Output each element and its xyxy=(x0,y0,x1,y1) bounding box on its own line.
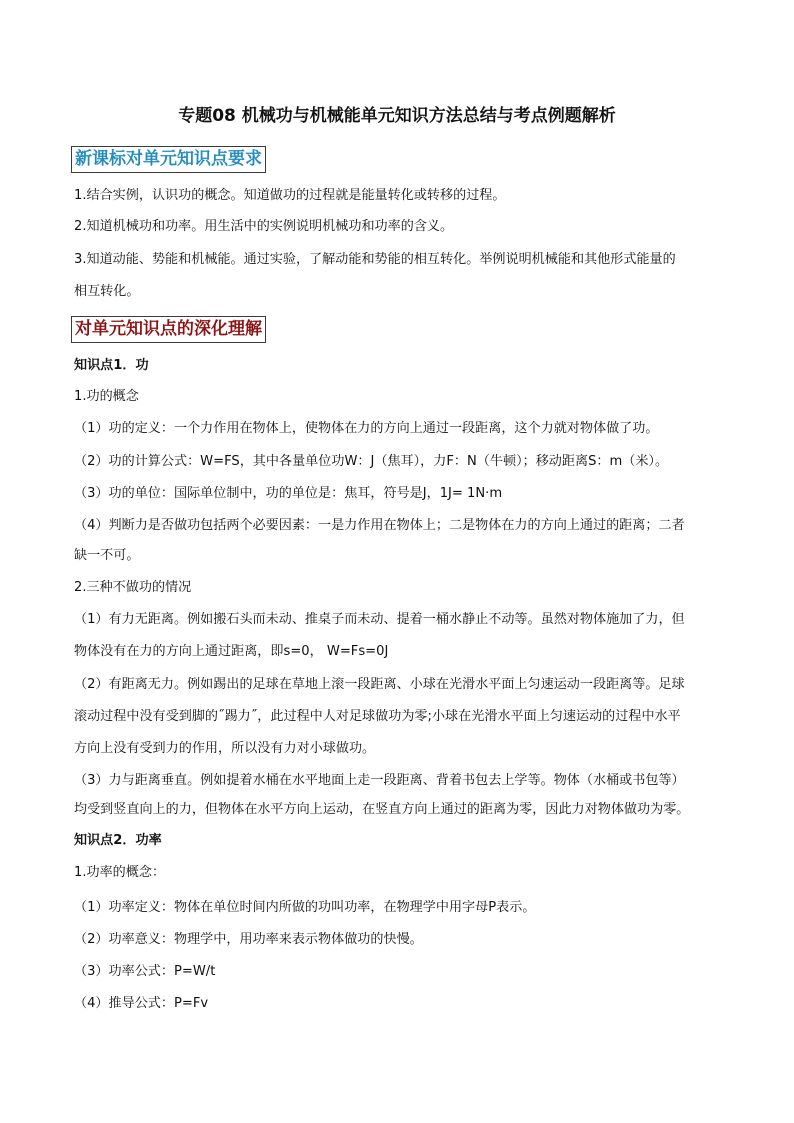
section-heading-understanding: 对单元知识点的深化理解 xyxy=(71,316,266,343)
body-line: （4）推导公式：P=Fv xyxy=(74,996,209,1011)
page-title: 专题08 机械功与机械能单元知识方法总结与考点例题解析 xyxy=(178,106,616,126)
requirement-item: 2.知道机械功和功率。用生活中的实例说明机械功和功率的含义。 xyxy=(74,219,454,234)
requirement-item: 相互转化。 xyxy=(74,284,140,299)
body-line: （2）功率意义：物理学中，用功率来表示物体做功的快慢。 xyxy=(74,932,423,947)
section-heading-requirements: 新课标对单元知识点要求 xyxy=(71,146,266,173)
subsection-heading: 2.三种不做功的情况 xyxy=(74,580,192,595)
body-line: 滚动过程中没有受到脚的˝踢力˝，此过程中人对足球做功为零;小球在光滑水平面上匀速运动的过程中水平 xyxy=(74,709,681,724)
body-line: 方向上没有受到力的作用，所以没有力对小球做功。 xyxy=(74,741,376,756)
subsection-heading: 1.功的概念 xyxy=(74,389,139,404)
body-line: （1）有力无距离。例如搬石头而未动、推桌子而未动、提着一桶水静止不动等。虽然对物体施加了力，但 xyxy=(74,612,685,627)
body-line: 物体没有在力的方向上通过距离，即s=0， W=Fs=0J xyxy=(74,644,389,659)
body-line: （4）判断力是否做功包括两个必要因素：一是力作用在物体上；二是物体在力的方向上通过的距离；二者 xyxy=(74,518,685,533)
body-line: 缺一不可。 xyxy=(74,548,140,563)
subsection-heading: 1.功率的概念： xyxy=(74,865,166,880)
body-line: （3）力与距离垂直。例如提着水桶在水平地面上走一段距离、背着书包去上学等。物体（水桶或书包等） xyxy=(74,773,685,788)
body-line: （1）功的定义：一个力作用在物体上，使物体在力的方向上通过一段距离，这个力就对物体做了功。 xyxy=(74,421,659,436)
body-line: （2）有距离无力。例如踢出的足球在草地上滚一段距离、小球在光滑水平面上匀速运动一段距离等。足球 xyxy=(74,677,685,692)
body-line: 均受到竖直向上的力，但物体在水平方向上运动，在竖直方向上通过的距离为零，因此力对物体做功为零。 xyxy=(74,802,690,817)
body-line: （3）功率公式：P=W/t xyxy=(74,964,216,979)
body-line: （2）功的计算公式：W=FS，其中各量单位功W：J（焦耳），力F：N（牛顿）；移动距离S：m（米）。 xyxy=(74,454,669,469)
requirement-item: 1.结合实例，认识功的概念。知道做功的过程就是能量转化或转移的过程。 xyxy=(74,188,506,203)
knowledge-point-heading: 知识点1．功 xyxy=(74,358,149,373)
knowledge-point-heading: 知识点2．功率 xyxy=(74,833,162,848)
body-line: （1）功率定义：物体在单位时间内所做的功叫功率，在物理学中用字母P表示。 xyxy=(74,900,536,915)
body-line: （3）功的单位：国际单位制中，功的单位是：焦耳，符号是J，1J= 1N·m xyxy=(74,486,503,501)
requirement-item: 3.知道动能、势能和机械能。通过实验，了解动能和势能的相互转化。举例说明机械能和其他形式能量的 xyxy=(74,252,676,267)
